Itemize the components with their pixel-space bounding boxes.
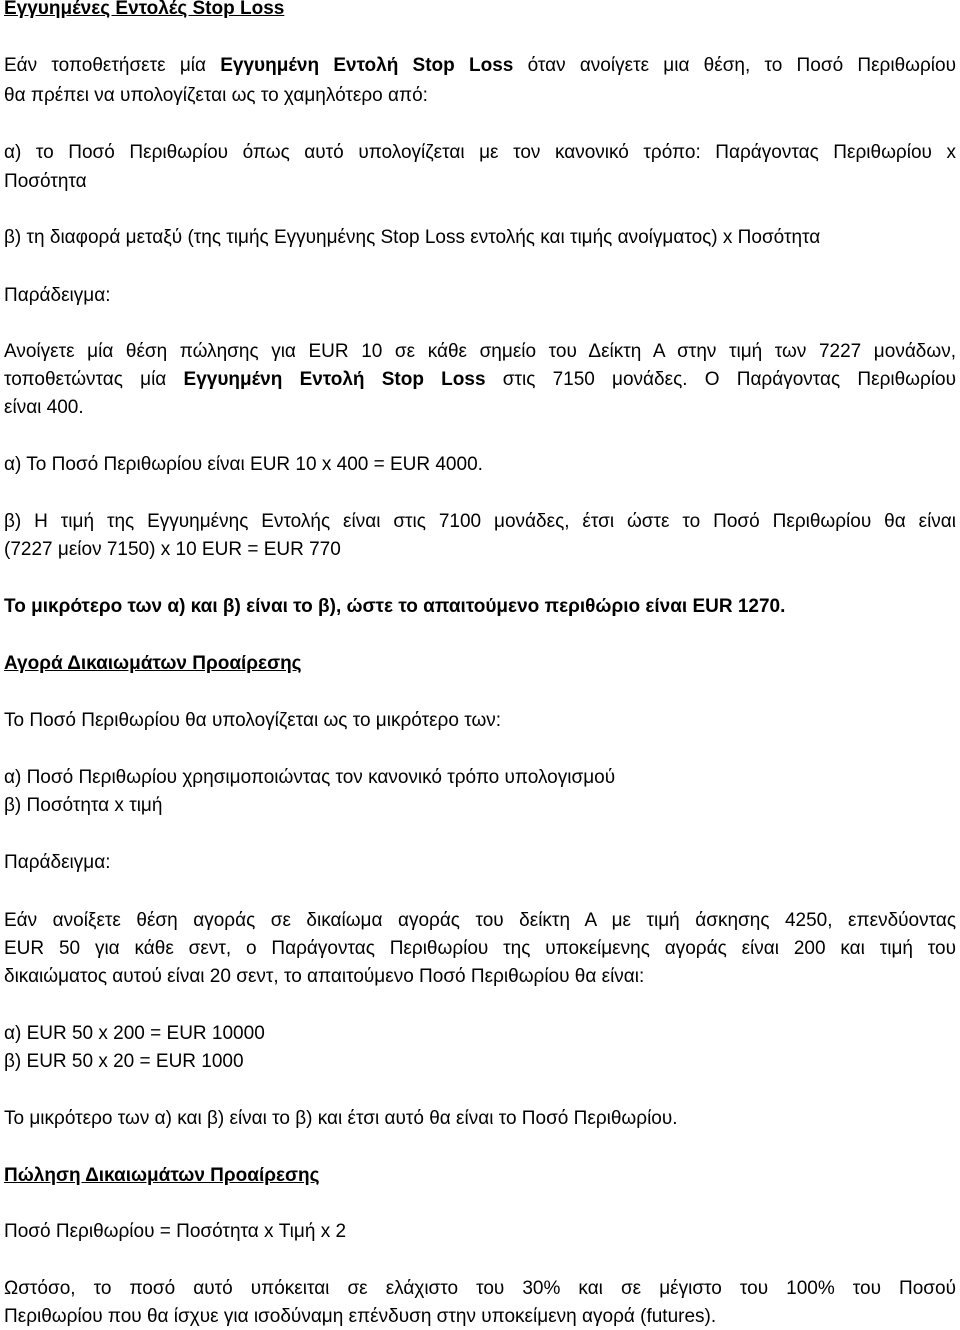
list-item-a-continued: Ποσότητα xyxy=(4,171,87,192)
example-text-line: είναι 400. xyxy=(4,397,84,418)
calculation-b: β) EUR 50 x 20 = EUR 1000 xyxy=(4,1051,244,1072)
section-title-sell-options: Πώληση Δικαιωμάτων Προαίρεσης xyxy=(4,1165,320,1186)
conclusion-text: Το μικρότερο των α) και β) είναι το β) και έτσι αυτό θα είναι το Ποσό Περιθωρίου. xyxy=(4,1108,678,1129)
calculation-a: α) EUR 50 x 200 = EUR 10000 xyxy=(4,1023,265,1044)
formula-text: Ποσό Περιθωρίου = Ποσότητα x Τιμή x 2 xyxy=(4,1221,347,1242)
calculation-b: β) Η τιμή της Εγγυημένης Εντολής είναι στις 7100 μονάδες, έτσι ώστε το Ποσό Περιθωρίου θα είναι xyxy=(4,511,956,532)
list-item-b: β) τη διαφορά μεταξύ (της τιμής Εγγυημένης Stop Loss εντολής και τιμής ανοίγματος) x Ποσότητα xyxy=(4,227,821,248)
note-text-line: Περιθωρίου που θα ίσχυε για ισοδύναμη επένδυση στην υποκείμενη αγορά (futures). xyxy=(4,1306,717,1327)
conclusion-text: Το μικρότερο των α) και β) είναι το β), ώστε το απαιτούμενο περιθώριο είναι EUR 1270. xyxy=(4,596,786,617)
paragraph-intro-line: Εάν τοποθετήσετε μία Εγγυημένη Εντολή Stop Loss όταν ανοίγετε μια θέση, το Ποσό Περιθωρίου xyxy=(4,55,956,76)
list-item-a: α) Ποσό Περιθωρίου χρησιμοποιώντας τον κανονικό τρόπο υπολογισμού xyxy=(4,767,616,788)
example-text-line: δικαιώματος αυτού είναι 20 σεντ, το απαιτούμενο Ποσό Περιθωρίου θα είναι: xyxy=(4,966,645,987)
example-label: Παράδειγμα: xyxy=(4,285,111,306)
section-title-buy-options: Αγορά Δικαιωμάτων Προαίρεσης xyxy=(4,653,302,674)
note-text-line: Ωστόσο, το ποσό αυτό υπόκειται σε ελάχιστο του 30% και σε μέγιστο του 100% του Ποσού xyxy=(4,1278,956,1299)
calculation-b-continued: (7227 μείον 7150) x 10 EUR = EUR 770 xyxy=(4,539,341,560)
example-text-line: Ανοίγετε μία θέση πώλησης για EUR 10 σε κάθε σημείο του Δείκτη Α στην τιμή των 7227 μονάδων, xyxy=(4,341,956,362)
section-title-guaranteed-stop-loss: Εγγυημένες Εντολές Stop Loss xyxy=(4,0,285,19)
example-text-line: EUR 50 για κάθε σεντ, ο Παράγοντας Περιθωρίου της υποκείμενης αγοράς είναι 200 και τιμή του xyxy=(4,938,956,959)
example-label: Παράδειγμα: xyxy=(4,852,111,873)
paragraph-intro: Το Ποσό Περιθωρίου θα υπολογίζεται ως το μικρότερο των: xyxy=(4,710,502,731)
example-text-line: τοποθετώντας μία Εγγυημένη Εντολή Stop Loss στις 7150 μονάδες. Ο Παράγοντας Περιθωρίου xyxy=(4,369,956,390)
example-text-line: Εάν ανοίξετε θέση αγοράς σε δικαίωμα αγοράς του δείκτη Α με τιμή άσκησης 4250, επενδύοντας xyxy=(4,910,956,931)
list-item-a: α) το Ποσό Περιθωρίου όπως αυτό υπολογίζεται με τον κανονικό τρόπο: Παράγοντας Περιθωρίου x xyxy=(4,142,956,163)
list-item-b: β) Ποσότητα x τιμή xyxy=(4,795,163,816)
calculation-a: α) Το Ποσό Περιθωρίου είναι EUR 10 x 400 = EUR 4000. xyxy=(4,454,483,475)
paragraph-intro-line: θα πρέπει να υπολογίζεται ως το χαμηλότερο από: xyxy=(4,85,428,106)
